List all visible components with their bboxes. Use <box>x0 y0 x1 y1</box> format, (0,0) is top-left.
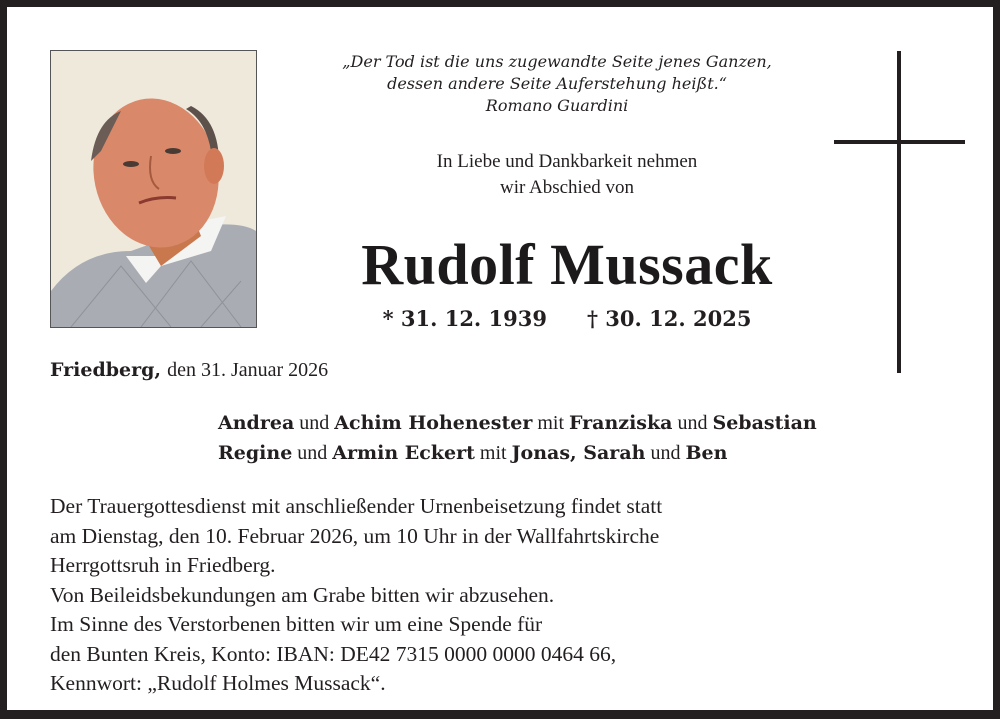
connector-text: mit <box>474 442 512 464</box>
mourner-name: Regine <box>218 442 293 464</box>
connector-text: und <box>292 442 333 464</box>
place: Friedberg, <box>50 359 162 381</box>
body-line: den Bunten Kreis, Konto: IBAN: DE42 7315 0000 0000 0464 66, <box>50 641 617 666</box>
body-line: Der Trauergottesdienst mit anschließender Urnenbeisetzung findet statt <box>50 494 663 518</box>
body-line: am Dienstag, den 10. Februar 2026, um 10 Uhr in der Wallfahrtskirche <box>50 523 660 548</box>
body-line: Kennwort: „Rudolf Holmes Mussack“. <box>50 671 386 695</box>
mourners-list <box>218 408 978 468</box>
mourner-name: Ben <box>685 442 728 464</box>
birth-date: * 31. 12. 1939 <box>382 306 547 331</box>
body-line: Im Sinne des Verstorbenen bitten wir um eine Spende für <box>50 612 543 636</box>
portrait-image <box>51 51 256 327</box>
body-line: Von Beileidsbekundungen am Grabe bitten wir abzusehen. <box>50 582 555 607</box>
farewell-intro <box>307 149 827 201</box>
mourner-name: Armin Eckert <box>332 442 475 464</box>
connector-text: und <box>645 442 686 464</box>
quote-author: Romano Guardini <box>485 96 629 115</box>
life-dates <box>367 305 767 333</box>
quote-block <box>277 51 837 117</box>
body-line: Herrgottsruh in Friedberg. <box>50 553 276 577</box>
mourners-line <box>218 408 978 438</box>
notice-date: den 31. Januar 2026 <box>167 359 329 381</box>
service-details <box>50 492 910 699</box>
portrait-photo <box>50 50 257 328</box>
intro-line-1: In Liebe und Dankbarkeit nehmen <box>436 151 698 172</box>
mourners-line <box>218 438 978 468</box>
connector-text: und <box>672 412 713 434</box>
place-and-date <box>50 357 328 383</box>
deceased-name: Rudolf Mussack <box>361 232 773 297</box>
quote-line-2: dessen andere Seite Auferstehung heißt.“ <box>387 74 727 93</box>
quote-line-1: „Der Tod ist die uns zugewandte Seite jenes Ganzen, <box>342 52 772 71</box>
mourner-name: Achim Hohenester <box>334 412 533 434</box>
intro-line-2: wir Abschied von <box>499 177 635 198</box>
mourner-name: Andrea <box>218 412 295 434</box>
cross-icon-vertical <box>897 51 901 373</box>
cross-icon-horizontal <box>834 140 965 144</box>
obituary-notice <box>7 7 993 710</box>
mourner-name: Sebastian <box>712 412 817 434</box>
connector-text: und <box>294 412 335 434</box>
connector-text: mit <box>532 412 569 434</box>
death-date: † 30. 12. 2025 <box>587 306 752 331</box>
mourner-name: Jonas, Sarah <box>511 442 646 464</box>
mourner-name: Franziska <box>569 412 673 434</box>
